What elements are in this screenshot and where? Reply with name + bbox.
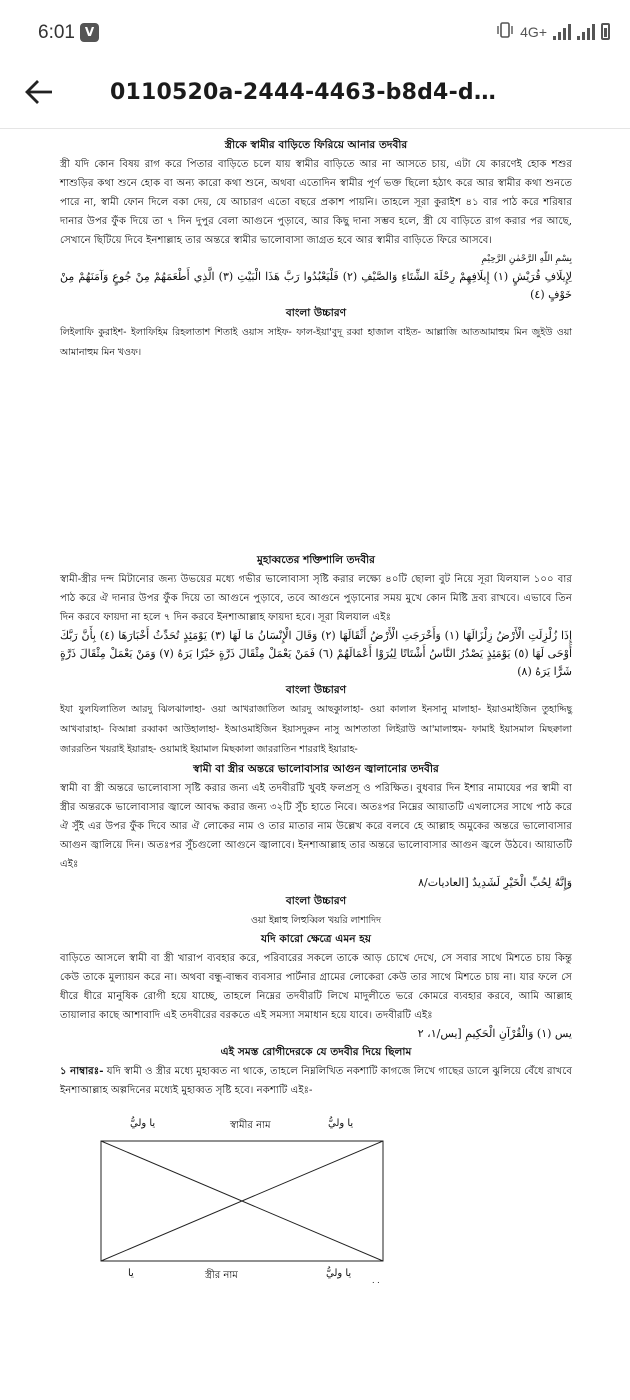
list-label: ১ নাম্বারঃ- [60,1065,104,1077]
status-time: 6:01 [38,22,75,43]
pronunciation-text: ওয়া ইন্নাহু লিহুব্বিল খয়রি লাশাদিদ [250,915,382,926]
paragraph: স্বামী-স্ত্রীর দন্দ মিটানোর জন্য উভয়ের মধ্যে গভীর ভালোবাসা সৃষ্টি করার লক্ষ্যে ৪০টি ছোলা বুট নিয়ে সূরা যিলযাল ১০০ বার পাঠ করে ঐ দানার উপর ফুঁক দিয়ে তা আগুনে পুড়াবে, তবে আগুনে পুড়ানোর সময় মুখে কোন মিষ্টি দ্রব্য রাখবে। এভাবে তিন দিন করবে ফায়দা না হলে ৭ দিন করবে ইনশাআল্লাহ ফায়দা হবে। সূরা যিলযাল এইঃ [60,574,572,623]
bismillah-text: بِسْمِ اللّٰهِ الرَّحْمٰنِ الرَّحِيْمِ [481,254,572,264]
battery-icon [601,23,610,40]
section-heading: এই সমস্ত রোগীদেরকে যে তদবীর দিয়ে ছিলাম [220,1046,412,1058]
diagram-top-left-label: يا وليُّ [130,1118,156,1129]
section-heading: স্ত্রীকে স্বামীর বাড়িতে ফিরিয়ে আনার তদবীর [224,139,408,151]
pronunciation-heading: বাংলা উচ্চারণ [285,895,347,907]
diagram-trailing-marks: . . [372,1276,380,1285]
arabic-verse: يس (١) وَالْقُرْآنِ الْحَكِيمِ [يس/١، ٢ [417,1027,572,1040]
status-bar [0,0,630,62]
diagram-box [100,1140,400,1264]
divider [0,128,630,129]
section-heading: স্বামী বা স্ত্রীর অন্তরে ভালোবাসার আগুন জ্বালানোর তদবীর [193,763,439,775]
diagram-wife-name-label: স্ত্রীর নাম [205,1270,238,1281]
blank-space [60,363,572,551]
diagram-top-right-label: يا وليُّ [328,1118,354,1129]
pronunciation-heading: বাংলা উচ্চারণ [285,307,347,319]
document-title: 0110520a-2444-4463-b8d4-d… [110,80,497,105]
pronunciation-text: লিইলাফি কুরাইশ- ইলাফিহিম রিহলাতাশ শিতাই ওয়াস সাইফ- ফাল-ইয়া'বুদূ রব্বা হাজাল বাইত- আল্লাজি আতআমাহুম মিন জুইউ ওয়া আমানাহুম মিন খওফ। [60,327,572,358]
paragraph-text: যদি স্বামী ও স্ত্রীর মধ্যে মুহাব্বত না থাকে, তাহলে নিম্নলিখিত নকশাটি কাগজে লিখে গাছের ডালে ঝুলিয়ে বেঁধে রাখবে ইনশাআল্লাহ অল্পদিনের মধ্যেই মুহাব্বত সৃষ্টি হবে। নকশাটি এইঃ- [60,1066,572,1096]
diagram-husband-name-label: স্বামীর নাম [230,1120,271,1131]
diagram-bottom-right-label: يا وليُّ [326,1268,352,1279]
paragraph: বাড়িতে আসলে স্বামী বা স্ত্রী খারাপ ব্যবহার করে, পরিবারের সকলে তাকে আড় চোখে দেখে, সে সবার সাথে মিশতে চায় কিন্তু কেউ তাকে মুল্যায়ন করে না। অথবা বন্ধু-বান্ধব ব্যবসার পার্টনার গ্রামের লোকেরা কেউ তার সাথে মিশতে চায় না। যার ফলে সে ধীরে ধীরে মানুষিক রোগী হয়ে যাচ্ছে, তাহলে নিম্নের তদবীরটি লিখে মাদুলীতে ভরে কোমরে ব্যবহার করবে, আমি আল্লাহ তায়ালার কাছে আশাবাদি এই তদবীরের বরকতে এই সমস্যা সমাধান হয়ে যাবে। তদবীরটি এইঃ [60,953,572,1021]
pronunciation-heading: বাংলা উচ্চারণ [285,684,347,696]
vibrate-icon [496,22,514,41]
diagram-bottom-left-label: يا [128,1268,134,1279]
paragraph [60,1062,572,1100]
app-notification-icon: V [80,23,99,42]
section-heading: যদি কারো ক্ষেত্রে এমন হয় [260,933,372,945]
naqsha-diagram [100,1112,400,1292]
arabic-verse: وَإِنَّهُ لِحُبِّ الْخَيْرِ لَشَدِيدٌ [العاديات/٨ [418,876,572,889]
arabic-verse: إِذَا زُلْزِلَتِ الْأَرْضُ زِلْزَالَهَا (١) وَأَخْرَجَتِ الْأَرْضُ أَثْقَالَهَا (٢) وَقَالَ الْإِنْسَانُ مَا لَهَا (٣) يَوْمَئِذٍ تُحَدِّثُ أَخْبَارَهَا (٤) بِأَنَّ رَبَّكَ أَوْحَى لَهَا (٥) يَوْمَئِذٍ يَصْدُرُ النَّاسُ أَشْتَاتًا لِيُرَوْا أَعْمَالَهُمْ (٦) فَمَنْ يَعْمَلْ مِثْقَالَ ذَرَّةٍ خَيْرًا يَرَهُ (٧) وَمَنْ يَعْمَلْ مِثْقَالَ ذَرَّةٍ شَرًّا يَرَهُ (٨) [60,629,573,678]
network-type-label: 4G+ [520,23,547,40]
paragraph: স্বামী বা স্ত্রী অন্তরে ভালোবাসা সৃষ্টি করার জন্য এই তদবীরটি খুবই ফলপ্রসূ ও পরিক্ষিত। বুধবার দিন ইশার নামাযের পর স্বামী বা স্ত্রীর অন্তরকে ভালোবাসার জ্বালে আবদ্ধ করার জন্য ৩২টি সুঁচ হাতে নিবে। অতঃপর নিম্নের আয়াতটি এখলাসের সাথে পাঠ করে ঐ সুঁই এর উপর ফুঁক দিবে আর ঐ লোকের নাম ও তার মাতার নাম উল্লেখ করে বলবে হে আল্লাহ অমুকের অন্তরে ভালোবাসার আগুন জ্বালিয়ে দিন। অতঃপর সুঁচগুলো আগুনে জ্বালাবে। ইনশাআল্লাহ তার অন্তরে ভালোবাসার আগুন জ্বলে উঠবে। আয়াতটি এইঃ [60,783,572,870]
paragraph: স্ত্রী যদি কোন বিষয় রাগ করে পিতার বাড়িতে চলে যায় স্বামীর বাড়িতে আর না আসতে চায়, এটা যে কারণেই হোক শশুর শাশুড়ির কথা শুনে হোক বা অন্য কারো কথা শুনে, অথবা এতোদিন স্বামীর পূর্ণ ভক্ত ছিলো হঠাৎ করে আর স্বামীর কথা শুনতে পারে না, স্বামী ফোন দিলে বকা দেয়, যে আচারণ এতো বছরে প্রকাশ পায়নি। তাহলে সূরা কুরাইশ ৪১ বার পাঠ করে শরিষার দানার উপর ফুঁক দিয়ে তা ৭ দিন দুপুর বেলা আগুনে পুড়াবে, আর কিছু দানা সম্ভব হলে, স্ত্রী যে বাড়িতে রাগ করার পর আছে, সেখানে ছিটিয়ে দিবে ইনশাল্লাহ তার অন্তরে স্বামীর ভালোবাসা জাগ্রত হবে আর স্বামীর বাড়িতে ফিরে আসবে। [60,159,572,246]
status-icons [496,22,610,41]
signal-icon [553,24,571,40]
app-bar [0,62,630,128]
document-page[interactable] [60,136,572,1100]
back-arrow-icon[interactable] [24,76,56,108]
signal-icon-2 [577,24,595,40]
arabic-verse: لِإِيلَافِ قُرَيْشٍ (١) إِيلَافِهِمْ رِحْلَةَ الشِّتَاءِ وَالصَّيْفِ (٢) فَلْيَعْبُدُوا رَبَّ هَذَا الْبَيْتِ (٣) الَّذِي أَطْعَمَهُمْ مِنْ جُوعٍ وَآمَنَهُمْ مِنْ خَوْفٍ (٤) [60,270,572,301]
section-heading: মুহাব্বতের শক্তিশালি তদবীর [257,554,375,566]
pronunciation-text: ইযা যুলযিলাতিল আরদু ঝিলঝালাহা- ওয়া আখরাজাতিল আরদু আছকুালাহা- ওয়া কালাল ইনসানু মালাহা- ইয়াওমাইজিন তুহাদ্দিছু আখবারাহা- বিআন্না রব্বাকা আউহালাহা- ইআওমাইজিন ইয়াসদুরুন নাসু আশতাতা লিইরাউ আ'মালাহুম- ফামাই ইয়াসমাল মিছক্বালা জাররতিন খয়রাই ইয়ারাহ- ওয়ামাই ইয়ামাল মিছকালা জাররাতিন শাররাই ইয়ারাহ- [60,704,572,755]
